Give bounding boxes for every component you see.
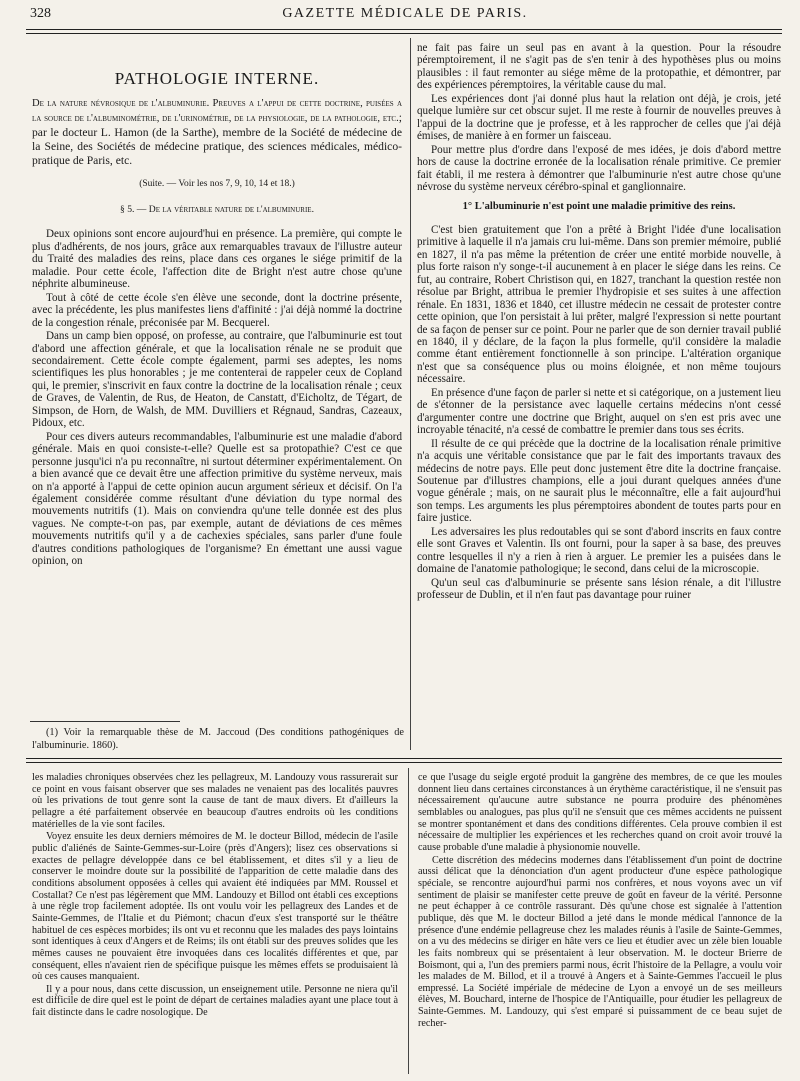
feuilleton-rule-thin <box>26 762 782 763</box>
right-subsection-title: 1° L'albuminurie n'est point une maladie primitive des reins. <box>462 201 736 213</box>
bottom-right-column <box>418 772 782 1030</box>
paragraph: Les adversaires les plus redoutables qui se sont d'abord inscrits en faux contre elle sont Graves et Valentin. Ils ont fourni, pour la saper à sa base, des preuves contre lesquelles il n'y a rien à rien à arguer. Le premier les a puisées dans le domaine de l'anatomie pathologique; le second, dans celui de la microscopie. <box>417 525 781 576</box>
paragraph: C'est bien gratuitement que l'on a prêté à Bright l'idée d'une localisation primitive à laquelle il n'a jamais cru lui-même. Dans son premier mémoire, publié en 1827, il n'a pas même la prétention de créer une entité morbide nouvelle, à plus forte raison n'y songe-t-il aucunement à en placer le siége dans les reins. Ce fut, au contraire, Robert Christison qui, en 1827, tranchant la question restée non résolue par Bright, attribua le premier l'hydropisie et ses suites à une affection rénale. En 1831, 1836 et 1840, cet illustre médecin ne cessait de protester contre cette opinion, que l'on persistait à lui prêter, malgré l'expression si nette pourtant de sa façon de penser sur ce point. Pour ne parler que de son dernier travail publié en 1840, il y déclare, de la façon la plus formelle, qu'il considère la maladie comme étant entièrement fonctionnelle à son principe. L'altération organique n'est que sa conséquence plus ou moins éloignée, et non même toujours nécessaire. <box>417 223 781 386</box>
journal-title: GAZETTE MÉDICALE DE PARIS. <box>282 6 528 21</box>
paragraph: Les expériences dont j'ai donné plus haut la relation ont déjà, je crois, jeté quelque lumière sur cet obscur sujet. Il me reste à fournir de nouvelles preuves à l'appui de la doctrine que je professe, et à les rapprocher de celles que j'ai déjà émises, de manière à en former un faisceau. <box>417 92 781 143</box>
subsection-title: § 5. — De la véritable nature de l'albuminurie. <box>120 203 314 215</box>
paragraph: Il y a pour nous, dans cette discussion, un enseignement utile. Personne ne nierа qu'il est difficile de dire quel est le point de départ de certaines maladies ayant une place tout à fait distincte dans le cadre nosologique. De <box>32 983 398 1019</box>
paragraph: ne fait pas faire un seul pas en avant à la question. Pour la résoudre péremptoirement, il ne s'agit pas de s'en tenir à des hypothèses plus ou moins plausibles : il faut remonter au siége même de la protopathie, et démontrer, par des expériences péremptoires, la véritable cause du mal. <box>417 42 781 92</box>
left-column <box>32 40 402 569</box>
header-rule <box>26 29 782 30</box>
paragraph: Qu'un seul cas d'albuminurie se présente sans lésion rénale, a dit l'illustre professeur de Dublin, et il n'en faut pas davantage pour ruiner <box>417 576 781 602</box>
bottom-column-divider <box>408 768 409 1074</box>
footnote-rule <box>30 721 180 722</box>
section-title: PATHOLOGIE INTERNE. <box>114 69 320 88</box>
paragraph: Tout à côté de cette école s'en élève une seconde, dont la doctrine présente, avec la précédente, les plus manifestes liens d'affinité : j'ai déjà nommé la doctrine de la congestion rénale, préconisée par M. Becquerel. <box>32 291 402 329</box>
paragraph: Dans un camp bien opposé, on professe, au contraire, que l'albuminurie est tout d'abord une affection générale, et que la localisation rénale ne se produit que secondairement. Cette école compte également, parmi ses adeptes, les noms scientifiques les plus honorables ; je me contenterai de rappeler ceux de Copland qui, le premier, s'inscrivit en faux contre la doctrine de la localisation rénale ; ceux de Graves, de Valentin, de Rus, de Heaton, de Canstatt, d'Eicholtz, de Tégart, de Simpson, de Horn, de Walsh, de MM. Duvilliers et Régnaud, Sandras, Cazeaux, Pidoux, etc. <box>32 330 402 430</box>
article-author: ; par le docteur L. Hamon (de la Sarthe), membre de la Société de médecine de la Seine, des Sociétés de médecine pratique, des sciences médicales, médico-pratique de Paris, etc. <box>32 110 402 167</box>
paragraph: Pour mettre plus d'ordre dans l'exposé de mes idées, je dois d'abord mettre hors de cause la doctrine erronée de la localisation rénale primitive. Ce premier fait établi, il me restera à démontrer que l'albuminurie n'est autre chose qu'une névrose du système nerveux cérébro-spinal et ganglionnaire. <box>417 143 781 193</box>
column-divider <box>410 38 411 750</box>
paragraph: les maladies chroniques observées chez les pellagreux, M. Landouzy vous rassurerait sur ce point en vous faisant observer que ses malades ne venaient pas des localités pauvres où les privations de tout genre sont la cause de tant de maux divers. Et d'ailleurs la pellagre a été parfaitement observée en beaucoup d'autres endroits où les conditions matérielles de la vie sont faciles. <box>32 772 398 830</box>
page-number: 328 <box>30 6 51 21</box>
article-heading <box>32 96 402 168</box>
paragraph: Pour ces divers auteurs recommandables, l'albuminurie est une maladie d'abord générale. Mais en quoi consiste-t-elle? Quelle est sa protopathie? C'est ce que personne jusqu'ici n'a pu reconnaître, ni surtout déterminer expérimentalement. On a bien avancé que ce devait être une affection primitive du système nerveux, mais on n'a apporté à l'appui de cette opinion aucun argument sérieux et décisif. On l'a également considérée comme résultant d'une déviation du type normal des mouvements nutritifs (1). Mais on conviendra qu'une telle donnée est des plus vagues. Ne compte-t-on pas, par exemple, autant de déviations de ces mêmes mouvements nutritifs qu'il y a de cachexies spéciales, sans parler d'une foule d'autres conditions pathologiques de l'organisme? En émettant une aussi vague opinion, on <box>32 430 402 568</box>
article-title: De la nature névrosique de l'albuminurie. Preuves a l'appui de cette doctrine, puisées a la source de l'albuminométrie, de l'urinométrie, de la physiologie, de la pathologie, etc. <box>32 98 402 124</box>
paragraph: Deux opinions sont encore aujourd'hui en présence. La première, qui compte le plus d'adhérents, de nos jours, grâce aux remarquables travaux de l'illustre auteur du Traité des maladies des reins, place dans ces organes le siége primitif de la maladie. Pour cette école, l'affection dite de Bright n'est autre chose qu'une néphrite albumineuse. <box>32 228 402 291</box>
bottom-left-column <box>32 772 398 1020</box>
footnote: (1) Voir la remarquable thèse de M. Jaccoud (Des conditions pathogéniques de l'albuminurie. 1860). <box>32 727 404 751</box>
feuilleton-rule <box>26 758 782 759</box>
paragraph: Voyez ensuite les deux derniers mémoires de M. le docteur Billod, médecin de l'asile public d'aliénés de Sainte-Gemmes-sur-Loire (près d'Angers); lisez ces observations si exactes de pellagre développée dans ce bel établissement, et dites s'il y a lieu de conserver le moindre doute sur la possibilité de l'apparition de cette maladie dans des conditions absolument opposées à celles qui avaient été indiquées par MM. Roussel et Costallat? Ce n'est pas légèrement que MM. Landouzy et Billod ont établi ces exceptions à une règle trop facilement adoptée. Ils ont voulu voir les pellagreux des Landes et de Sainte-Gemmes, de l'Italie et du Piémont; chacun d'eux s'est transporté sur le théâtre habituel de ces espèces morbides; ils ont vu et reconnu que les malades des pays lointains sont identiques à ceux d'Angers et de Reims; ils ont établi sur des preuves solides que les mêmes causes ne pouvaient être invoquées dans ces localités différentes et que, par conséquent, elles n'avaient rien de spécifique puisque les mêmes effets se produisaient là où ces causes manquaient. <box>32 831 398 983</box>
paragraph: Cette discrétion des médecins modernes dans l'établissement d'un point de doctrine aussi délicat que la dénonciation d'un agent producteur d'une espèce pathologique spéciale, se rencontre aujourd'hui parmi nos confrères, et nous voyons avec un vif sentiment de plaisir se manifester cette preuve de goût en faveur de la vérité. Personne ne peut échapper à ce contrôle rassurant. Dès qu'une chose est signalée à l'attention publique, dès que M. le docteur Billod a jeté dans le monde médical l'annonce de la présence d'une endémie pellagreuse chez les malades réunis à l'asile de Sainte-Gemmes, on a vu des médecins se diriger en hâte vers ce lieu et étudier avec un zèle bien louable les faits nombreux qui se présentaient à leur observation. M. le docteur Brierre de Boismont, qui a, l'un des premiers parmi nous, écrit l'histoire de la Pellagre, a voulu voir les malades de M. Billod, et il a trouvé à Angers et à Sainte-Gemmes l'accueil le plus empressé. La Société impériale de médecine de Lyon a envoyé un de ses meilleurs élèves, M. Bouchard, interne de l'hospice de l'Antiquaille, pour étudier les pellagreux de Sainte-Gemmes. M. Landouzy, qui s'est emparé si puissamment de ce beau sujet de recher- <box>418 854 782 1029</box>
header-rule-thin <box>26 33 782 34</box>
suite-note: (Suite. — Voir les nos 7, 9, 10, 14 et 18.) <box>139 178 295 189</box>
paragraph: Il résulte de ce qui précède que la doctrine de la localisation rénale primitive n'a acquis une véritable consistance que par le fait des importants travaux des médecins de notre pays. Elle peut donc justement être dite la doctrine française. Soutenue par d'illustres champions, elle a joui durant quelques années d'une vogue générale ; mais, on ne saurait plus le méconnaître, elle a fait aujourd'hui son temps. Les arguments les plus péremptoires abondent de toutes parts pour en faire justice. <box>417 437 781 525</box>
right-column <box>417 42 781 602</box>
page-header <box>30 4 780 26</box>
paragraph: ce que l'usage du seigle ergoté produit la gangrène des membres, de ce que les moules donnent lieu dans certaines circonstances à un érythème caractéristique, il ne s'ensuit pas nécessairement qu'aucune autre substance ne pourra produire des phénomènes semblables ou analogues, pas plus qu'il ne s'ensuit que ces mêmes accidents ne puissent se montrer spontanément et dans des conditions différentes. Cela prouve combien il est nécessaire de multiplier les expériences et les recherches quand on croit avoir trouvé la cause probable d'une maladie à physionomie nouvelle. <box>418 772 782 853</box>
paragraph: En présence d'une façon de parler si nette et si catégorique, on a justement lieu de s'étonner de la persistance avec laquelle certains médecins n'ont cessé d'argumenter contre une doctrine que Bright, auquel on s'en est pris avec une incroyable ténacité, n'a cessé de combattre le premier dans tous ses écrits. <box>417 386 781 437</box>
